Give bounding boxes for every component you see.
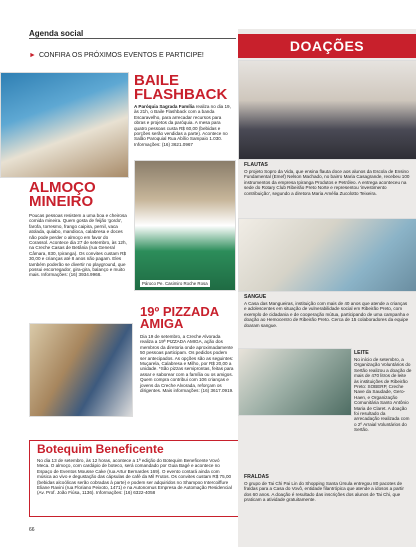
leite-label: LEITE <box>354 350 369 356</box>
pizzada-title: 19º PIZZADA AMIGA <box>140 304 219 331</box>
photo-leite <box>238 348 352 416</box>
boteco-body: No dia 13 de setembro, às 12 horas, acontece a 1ª edição do Botequim Beneficente Vovó Meca. O almoço, com cardápio de boteco, será comandado por Guia Bagé e acontece no Espaço de Eventos Mousse Cake (rua Artur Bernardes 169). O evento contará ainda com música ao vivo e degustação das cápsulas de café da Mil Frutos. Os convites custam R$ 75,00 (bebidas alcoólicas serão cobradas à parte) e podem ser adquiridos no Shampoo Intercoiffure Eliane Ravini (rua Floriano Peixoto, 1471) e na Autonomus Empresa de Automação Residencial (Av. Prof. João Fiúsa, 1136). Informações: (16) 6322-4058 <box>37 458 232 496</box>
arrow-icon: ► <box>29 52 36 59</box>
flautas-body: O projeto Sopro da Vida, que ensina flauta doce aos alunos da Escola de Ensino Fundamental (Emef) Nelson Machado, no bairro Maria Casagrande, recebeu 100 instrumentos da empresa Ipiranga Produtos e Petróleo. A entrega aconteceu na sede do Rotary Club Ribeirão Preto Norte e representou 'investimento contribuição', segundo a diretora Maria Amélia Zucolotto Teixeira. <box>244 169 410 196</box>
doacoes-title: DOAÇÕES <box>289 38 365 54</box>
subhead-text: CONFIRA OS PRÓXIMOS EVENTOS E PARTICIPE! <box>38 52 204 59</box>
section-title: Agenda social <box>29 29 84 38</box>
photo-two-men <box>29 323 133 417</box>
sangue-label: SANGUE <box>244 294 267 300</box>
baile-title: BAILE FLASHBACK <box>134 72 228 103</box>
photo-group-children <box>0 72 129 178</box>
header-divider <box>29 38 236 39</box>
photo-flautas <box>238 60 416 160</box>
almoco-body: Poucas pessoas resistem a uma boa e cheirosa comida mineira. Quem gosta de feijão 'gordo', farofa, torresmo, frango caipira, pernil, vaca atolada, quiabo, mandioca, calabresa e doces não pode perder o almoço em favor do Corassol. Acontece dia 27 de setembro, às 12h, na Creche Casas de Betânia (rua General Câmara, 830, Ipiranga). Os convites custam R$ 30,00 e crianças até 8 anos não pagam. Eles também poderão se divertir no playground, que possui escorregador, gira-gira, balanço e muito mais. Informações: (16) 3934.9968. <box>29 213 127 278</box>
pizzada-body: Dia 19 de setembro, a Creche Alvorada realiza a 19ª PIZZADA AMIGA, ação dos membros da diretoria onde aproximadamente 50 pessoas participam. Os pedidos podem ser antecipados. As opções são as seguintes: Muçarela, Calabresa e Milho, por R$ 20,00 a unidade. *São pizzas semiprontas, feitas para assar e saborear com a família ou os amigos. Quem compra contribui com 106 crianças e jovens da Creche Alvorada, reforçam os dirigentes. Mais informações: (16) 3617.0919. <box>140 334 234 394</box>
almoco-title: ALMOÇO MINEIRO <box>29 179 96 210</box>
sangue-body: A Casa das Mangueiras, instituição com mais de 40 anos que atende a crianças e adolescentes em situação de vulnerabilidade social em Ribeirão Preto, com exemplo de cidadania e de cooperação mútua, participando de uma campanha e doação ao Hemocentro de Ribeirão Preto. Cerca de 15 colaboradores da equipe doaram sangue. <box>244 301 409 328</box>
fraldas-label: FRALDAS <box>244 474 269 480</box>
section-subhead <box>29 52 204 59</box>
boteco-title: Botequim Beneficente <box>37 442 164 456</box>
page-number: 66 <box>29 527 35 533</box>
photo-priest <box>134 160 236 291</box>
priest-caption: Pároco Pe. Casimiro Roche Rosa <box>142 281 208 286</box>
photo-sangue <box>238 218 416 292</box>
fraldas-body: O grupo de Tai Chi Pai Lin do Shopping Santa Úrsula entregou 80 pacotes de fraldas para a Casa do Vovô, entidade filantrópica que atende a idosos a partir dos 60 anos. A doação é resultado das inscrições dos alunos de Tai Chi, que praticam a atividade gratuitamente. <box>244 481 404 503</box>
baile-body-text: realiza no dia 19, às 21h, o Baile Flashback com a banda Escaravelho, para arrecadar recursos para obras e projetos da paróquia. A mesa para quatro pessoas custa R$ 60,00 (bebidas e porções serão vendidas a parte). Acontece no Salão Paroquial Rua Abílio Sampaio 1.030. Informações: (16) 3621.0967 <box>134 104 231 147</box>
leite-body: No início de setembro, a Organização Voluntários do Sertão realizou a doação de mais de 470 litros de leite às instituições de Ribeirão Preto: SOBERP, Creche Nave da Saudade, Gero-Haen, e Organização Comunitária Santo Antônio Maria de Claret. A doação foi resultado da arrecadação realizada com o 2º Arraial Voluntários do Sertão. <box>354 357 412 433</box>
baile-body <box>134 104 234 147</box>
baile-body-lead: A Paróquia Sagrada Família <box>134 104 195 109</box>
flautas-label: FLAUTAS <box>244 162 268 168</box>
